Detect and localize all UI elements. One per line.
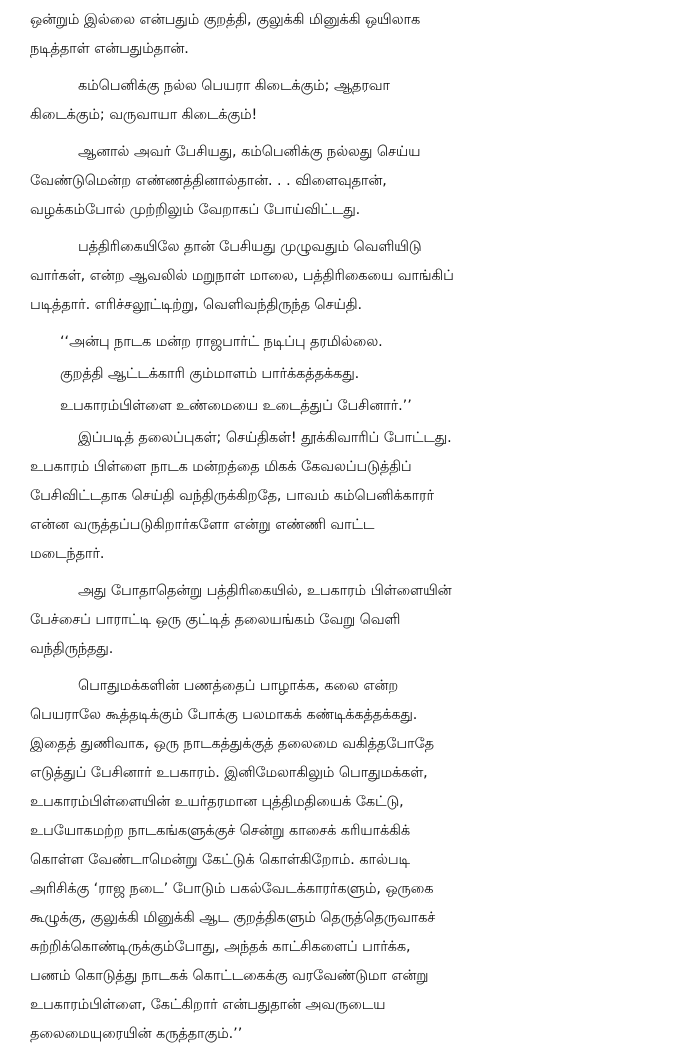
text-line: நடித்தாள் என்பதும்தான். [30, 41, 189, 57]
text-line: உபயோகமற்ற நாடகங்களுக்குச் சென்று காசைக் கரியாக்கிக் [30, 823, 410, 839]
text-line: சுற்றிக்கொண்டிருக்கும்போது, அந்தக் காட்சிகளைப் பார்க்க, [30, 939, 411, 955]
text-line: அரிசிக்கு ‘ராஜ நடை’ போடும் பகல்வேடக்காரர்களும், ஒருகை [30, 881, 434, 897]
paragraph-2 [30, 72, 674, 130]
text-line: உபகாரம்பிள்ளையின் உயர்தரமான புத்திமதியைக் கேட்டு, [30, 794, 404, 810]
quote-line-3 [30, 392, 674, 421]
paragraph-4 [30, 233, 674, 320]
text-line: பத்திரிகையிலே தான் பேசியது முழுவதும் வெளியிடு [78, 239, 422, 255]
text-line: இதைத் துணிவாக, ஒரு நாடகத்துக்குத் தலைமை வகித்தபோதே [30, 736, 434, 752]
text-line: வழக்கம்போல் முற்றிலும் வேறாகப் போய்விட்டது. [30, 202, 361, 218]
text-line: உபகாரம்பிள்ளை உண்மையை உடைத்துப் பேசினார்.’’ [60, 398, 412, 414]
text-line: கம்பெனிக்கு நல்ல பெயரா கிடைக்கும்; ஆதரவா [78, 78, 390, 94]
text-line: தலைமையுரையின் கருத்தாகும்.’’ [30, 1026, 243, 1042]
text-line: வேண்டுமென்ற எண்ணத்தினால்தான். . . விளைவுதான், [30, 173, 387, 189]
quote-line-2 [30, 360, 674, 389]
text-line: பொதுமக்களின் பணத்தைப் பாழாக்க, கலை என்ற [78, 678, 399, 694]
text-line: வார்கள், என்ற ஆவலில் மறுநாள் மாலை, பத்திரிகையை வாங்கிப் [30, 268, 454, 284]
body-text [30, 6, 674, 1057]
text-line: கொள்ள வேண்டாமென்று கேட்டுக் கொள்கிறோம். கால்படி [30, 852, 410, 868]
text-line: கிடைக்கும்; வருவாயா கிடைக்கும்! [30, 107, 258, 123]
paragraph-7 [30, 672, 674, 1049]
text-line: பெயராலே கூத்தடிக்கும் போக்கு பலமாகக் கண்டிக்கத்தக்கது. [30, 707, 418, 723]
text-line: குறத்தி ஆட்டக்காரி கும்மாளம் பார்க்கத்தக்கது. [60, 366, 360, 382]
text-line: ஒன்றும் இல்லை என்பதும் குறத்தி, குலுக்கி மினுக்கி ஒயிலாக [30, 12, 421, 28]
text-line: மடைந்தார். [30, 546, 105, 562]
paragraph-3 [30, 138, 674, 225]
text-line: பணம் கொடுத்து நாடகக் கொட்டகைக்கு வரவேண்டுமா என்று [30, 968, 429, 984]
paragraph-6 [30, 577, 674, 664]
text-line: எடுத்துப் பேசினார் உபகாரம். இனிமேலாகிலும் பொதுமக்கள், [30, 765, 428, 781]
text-line: இப்படித் தலைப்புகள்; செய்திகள்! தூக்கிவாரிப் போட்டது. [78, 430, 452, 446]
text-line: என்ன வருத்தப்படுகிறார்களோ என்று எண்ணி வாட்ட [30, 517, 375, 533]
quote-line-1 [30, 328, 674, 357]
text-line: ஆனால் அவர் பேசியது, கம்பெனிக்கு நல்லது செய்ய [78, 144, 421, 160]
text-line: பேச்சைப் பாராட்டி ஒரு குட்டித் தலையங்கம் வேறு வெளி [30, 612, 401, 628]
text-line: அது போதாதென்று பத்திரிகையில், உபகாரம் பிள்ளையின் [78, 583, 452, 599]
text-line: ‘‘அன்பு நாடக மன்ற ராஜபார்ட் நடிப்பு தரமில்லை. [60, 334, 383, 350]
text-line: கூழுக்கு, குலுக்கி மினுக்கி ஆட குறத்திகளும் தெருத்தெருவாகச் [30, 910, 436, 926]
text-line: உபகாரம்பிள்ளை, கேட்கிறார் என்பதுதான் அவருடைய [30, 997, 386, 1013]
text-line: பேசிவிட்டதாக செய்தி வந்திருக்கிறதே, பாவம் கம்பெனிக்காரர் [30, 488, 434, 504]
text-line: வந்திருந்தது. [30, 641, 114, 657]
paragraph-1 [30, 6, 674, 64]
text-line: உபகாரம் பிள்ளை நாடக மன்றத்தை மிகக் கேவலப்படுத்திப் [30, 459, 412, 475]
text-line: படித்தார். எரிச்சலூட்டிற்று, வெளிவந்திருந்த செய்தி. [30, 297, 362, 313]
paragraph-5 [30, 424, 674, 569]
